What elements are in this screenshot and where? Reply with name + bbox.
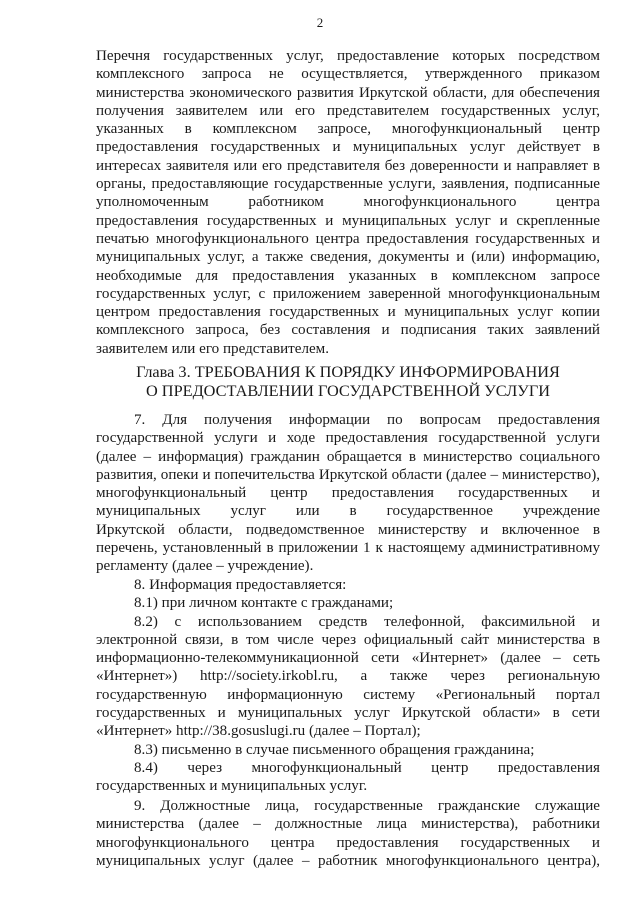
- text-line: «Интернет») http://society.irkobl.ru, а также через региональную: [96, 668, 600, 685]
- text-line: уполномоченным работником многофункционального центра: [96, 194, 600, 211]
- paragraph-item-8: [96, 576, 600, 796]
- text-line: «Интернет» http://38.gosuslugi.ru (далее – Портал);: [96, 723, 421, 740]
- text-line: перечень, установленный в приложении 1 к настоящему административному: [96, 540, 600, 557]
- text-line: многофункционального центра предоставления государственных и: [96, 834, 600, 851]
- text-line: развития, опеки и попечительства Иркутской области (далее – министерство),: [96, 466, 600, 483]
- text-line: многофункциональный центр предоставления государственных и: [96, 485, 600, 502]
- text-line: центром предоставления государственных и муниципальных услуг копии: [96, 304, 600, 321]
- text-line: 8.2) с использованием средств телефонной, факсимильной и: [134, 613, 600, 630]
- text-line: государственных услуг, с приложением заверенной многофункциональным: [96, 285, 600, 302]
- paragraph-item-7: [96, 411, 600, 576]
- text-line: 7. Для получения информации по вопросам предоставления: [134, 412, 600, 428]
- text-line: 8. Информация предоставляется:: [134, 577, 347, 593]
- text-line: муниципальных услуг (далее – работник многофункционального центра),: [96, 852, 600, 869]
- text-line: государственных и муниципальных услуг.: [96, 778, 368, 795]
- paragraph-complex-request: [96, 47, 600, 358]
- text-line: печатью многофункционального центра предоставления государственных и: [96, 230, 600, 247]
- chapter-title-line: Глава 3. ТРЕБОВАНИЯ К ПОРЯДКУ ИНФОРМИРОВАНИЯ: [136, 362, 560, 381]
- text-line: электронной связи, в том числе через официальный сайт министерства в: [96, 631, 600, 648]
- text-line: заявителем или его представителем.: [96, 340, 329, 357]
- text-line: муниципальных услуг или в государственное учреждение: [96, 503, 600, 520]
- text-line: министерства (далее – должностные лица министерства), работники: [96, 816, 600, 833]
- paragraph-item-9: [96, 797, 600, 870]
- text-line: 8.4) через многофункциональный центр предоставления: [134, 759, 600, 776]
- text-line: регламенту (далее – учреждение).: [96, 558, 314, 575]
- text-line: государственную информационную систему «Региональный портал: [96, 686, 600, 703]
- text-line: муниципальных услуг, а также сведения, документы и (или) информацию,: [96, 249, 600, 266]
- text-line: комплексного запроса не осуществляется, утвержденного приказом: [96, 66, 600, 83]
- text-line: государственной услуги и ходе предоставления государственной услуги: [96, 430, 600, 447]
- text-line: предоставления государственных и муниципальных услуг действует в: [96, 139, 600, 156]
- text-line: предоставления государственных и муниципальных услуг и скрепленные: [96, 212, 600, 229]
- text-line: получения заявителем или его представителем государственных услуг,: [96, 102, 600, 119]
- text-line: органы, предоставляющие государственные услуги, заявления, подписанные: [96, 176, 600, 193]
- text-line: необходимые для предоставления указанных в комплексном запросе: [96, 267, 600, 284]
- text-line: 9. Должностные лица, государственные гражданские служащие: [134, 798, 600, 814]
- text-line: 8.1) при личном контакте с гражданами;: [134, 595, 394, 612]
- text-line: (далее – информация) гражданин обращается в министерство социального: [96, 448, 600, 465]
- text-line: министерства экономического развития Иркутской области, для обеспечения: [96, 84, 600, 101]
- text-line: указанных в комплексном запросе, многофункциональный центр: [96, 121, 600, 138]
- text-line: государственных и муниципальных услуг Иркутской области» в сети: [96, 705, 600, 722]
- chapter-title-line: О ПРЕДОСТАВЛЕНИИ ГОСУДАРСТВЕННОЙ УСЛУГИ: [145, 381, 550, 400]
- text-line: комплексного запроса, без составления и подписания таких заявлений: [96, 322, 600, 339]
- chapter-title: [96, 362, 600, 400]
- page-number: 2: [316, 15, 324, 30]
- text-line: интересах заявителя или его представителя без доверенности и направляет в: [96, 157, 600, 174]
- text-line: Перечня государственных услуг, предоставление которых посредством: [96, 48, 600, 64]
- text-line: 8.3) письменно в случае письменного обращения гражданина;: [134, 741, 535, 758]
- text-line: информационно-телекоммуникационной сети «Интернет» (далее – сеть: [96, 650, 600, 667]
- text-line: Иркутской области, подведомственное министерству и включенное в: [96, 521, 600, 538]
